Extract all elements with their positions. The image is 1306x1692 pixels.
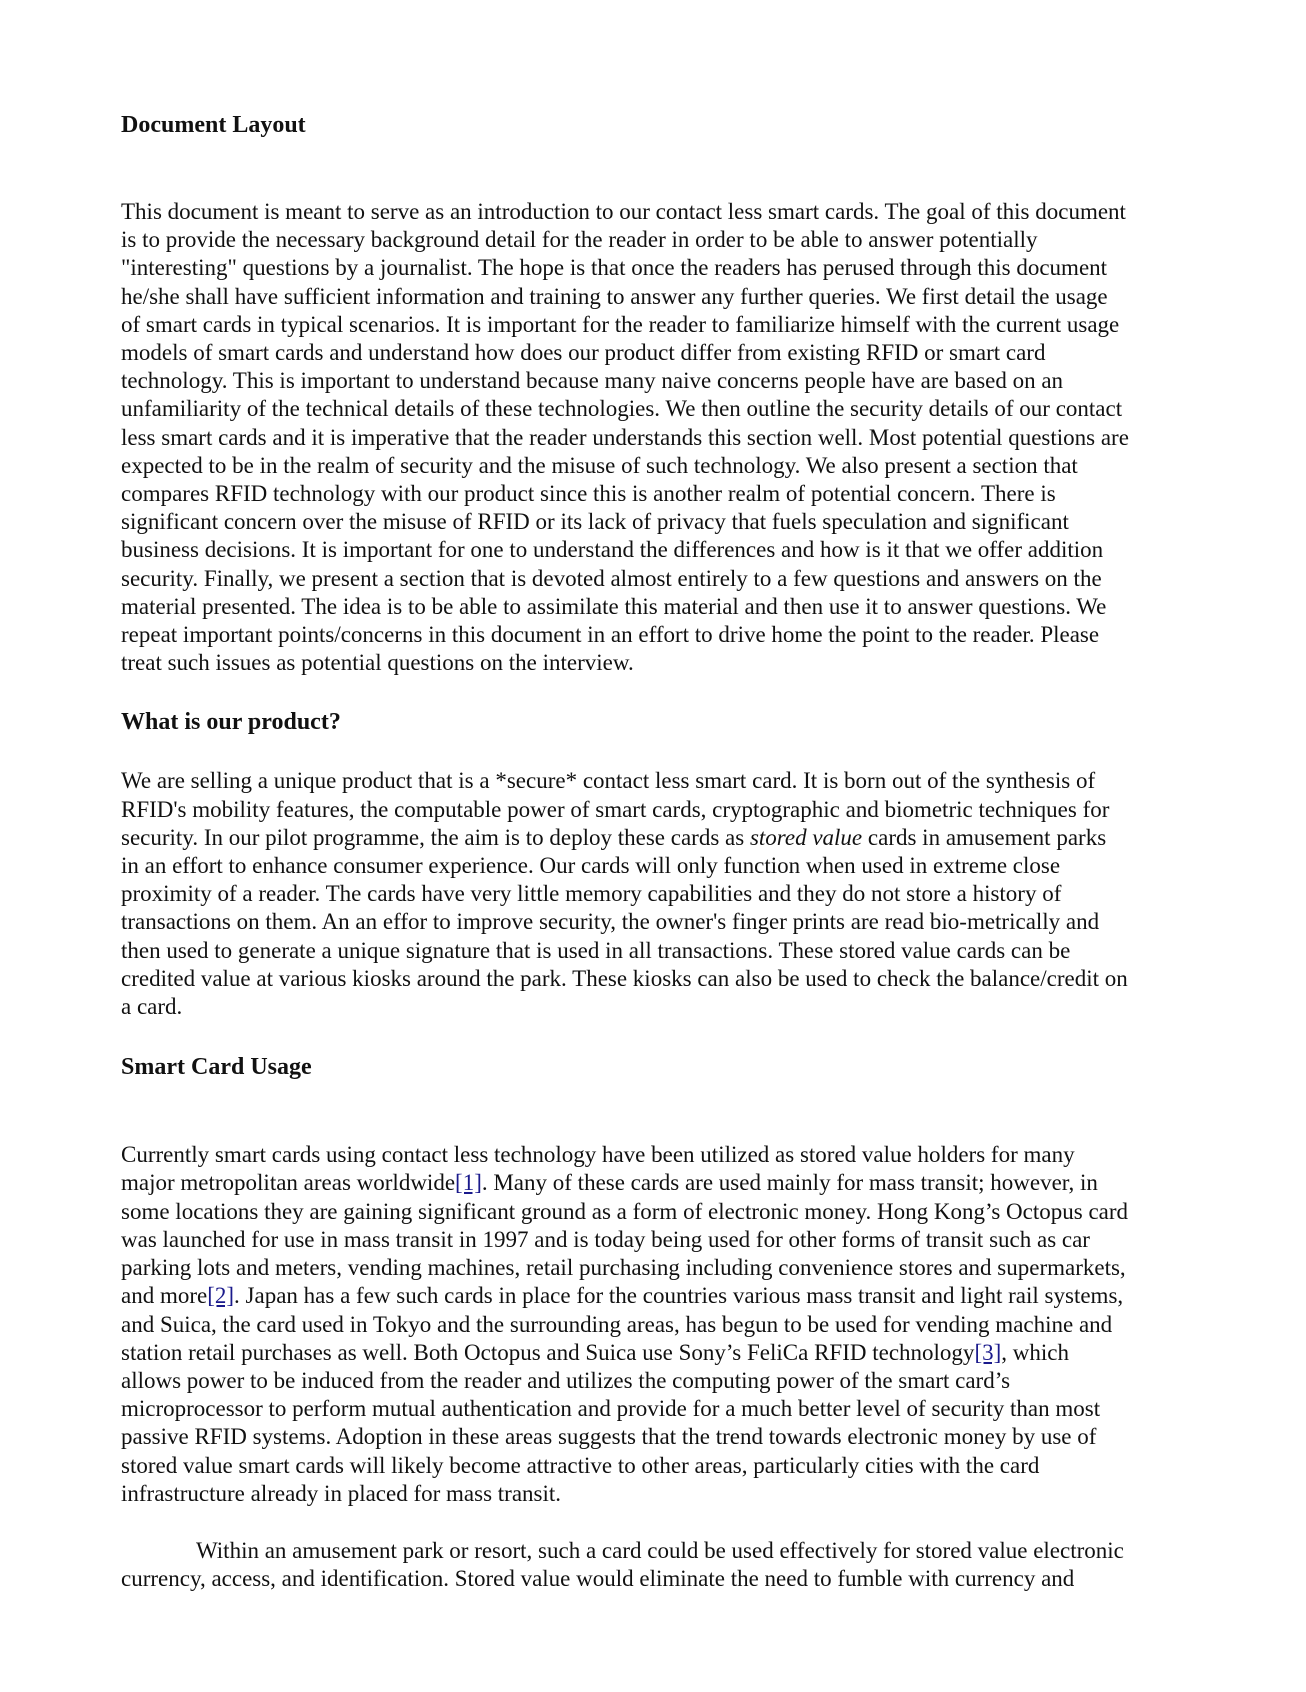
text-segment: Within an amusement park or resort, such a card could be used effectively for stored value electronic <box>196 1537 1124 1563</box>
heading-document-layout: Document Layout <box>121 112 306 138</box>
text-line: significant concern over the misuse of RFID or its lack of privacy that fuels speculation and significant <box>121 509 1069 535</box>
text-line: some locations they are gaining significant ground as a form of electronic money. Hong Kong’s Octopus card <box>121 1198 1129 1224</box>
text-line: treat such issues as potential questions on the interview. <box>121 650 634 676</box>
text-line: he/she shall have sufficient information and training to answer any further queries. We first detail the usage <box>121 283 1108 309</box>
text-segment: security. In our pilot programme, the aim is to deploy these cards as <box>121 824 750 850</box>
reference-link-2[interactable]: [2] <box>207 1283 235 1309</box>
emphasis-stored-value: stored value <box>749 824 863 850</box>
text-segment: cards in amusement parks <box>862 824 1107 850</box>
paragraph-smart-card-usage <box>121 1141 1241 1508</box>
text-line: "interesting" questions by a journalist. The hope is that once the readers has perused through this document <box>121 255 1108 281</box>
paragraph-amusement-park <box>121 1537 1241 1593</box>
text-segment: . Many of these cards are used mainly for mass transit; however, in <box>481 1170 1098 1196</box>
text-line: currency, access, and identification. Stored value would eliminate the need to fumble with currency and <box>121 1566 1075 1592</box>
text-line: allows power to be induced from the reader and utilizes the computing power of the smart card’s <box>121 1367 1011 1393</box>
text-line: technology. This is important to understand because many naive concerns people have are based on an <box>121 368 1064 394</box>
text-line: business decisions. It is important for one to understand the differences and how is it that we offer addition <box>121 537 1104 563</box>
text-line: microprocessor to perform mutual authentication and provide for a much better level of security than most <box>121 1396 1101 1422</box>
text-line: RFID's mobility features, the computable power of smart cards, cryptographic and biometric techniques for <box>121 796 1110 822</box>
text-line: proximity of a reader. The cards have very little memory capabilities and they do not store a history of <box>121 881 1062 907</box>
text-line: a card. <box>121 994 183 1020</box>
text-segment: . Japan has a few such cards in place for the countries various mass transit and light rail systems, <box>234 1283 1124 1309</box>
paragraph-document-layout <box>121 198 1241 677</box>
text-line: models of smart cards and understand how does our product differ from existing RFID or smart card <box>121 340 1046 366</box>
text-line: credited value at various kiosks around the park. These kiosks can also be used to check the balance/credit on <box>121 965 1128 991</box>
text-line: was launched for use in mass transit in 1997 and is today being used for other forms of transit such as car <box>121 1226 1090 1252</box>
document-body <box>121 111 1241 1593</box>
text-segment: and more <box>121 1283 208 1309</box>
reference-link-3[interactable]: [3] <box>974 1339 1002 1365</box>
text-line: in an effort to enhance consumer experience. Our cards will only function when used in extreme close <box>121 853 1061 879</box>
text-line: Currently smart cards using contact less technology have been utilized as stored value holders for many <box>121 1142 1075 1168</box>
text-line <box>121 1537 1241 1565</box>
text-line: We are selling a unique product that is a *secure* contact less smart card. It is born out of the synthesis of <box>121 768 1096 794</box>
text-line: less smart cards and it is imperative that the reader understands this section well. Most potential questions are <box>121 424 1129 450</box>
text-line: passive RFID systems. Adoption in these areas suggests that the trend towards electronic money by use of <box>121 1424 1097 1450</box>
text-line <box>121 824 1241 852</box>
text-segment: station retail purchases as well. Both Octopus and Suica use Sony’s FeliCa RFID technology <box>121 1339 975 1365</box>
text-line <box>121 1339 1241 1367</box>
text-segment: major metropolitan areas worldwide <box>121 1170 456 1196</box>
text-segment: , which <box>1001 1339 1069 1365</box>
text-line: stored value smart cards will likely become attractive to other areas, particularly cities with the card <box>121 1452 1040 1478</box>
text-line <box>121 1282 1241 1310</box>
text-line: then used to generate a unique signature that is used in all transactions. These stored value cards can be <box>121 937 1071 963</box>
text-line: infrastructure already in placed for mass transit. <box>121 1480 562 1506</box>
text-line: unfamiliarity of the technical details of these technologies. We then outline the security details of our contact <box>121 396 1123 422</box>
text-line: parking lots and meters, vending machines, retail purchasing including convenience stores and supermarkets, <box>121 1255 1126 1281</box>
text-line: repeat important points/concerns in this document in an effort to drive home the point to the reader. Please <box>121 622 1100 648</box>
text-line: transactions on them. An an effor to improve security, the owner's finger prints are read bio-metrically and <box>121 909 1100 935</box>
text-line <box>121 1169 1241 1197</box>
paragraph-product <box>121 767 1241 1021</box>
text-line: expected to be in the realm of security and the misuse of such technology. We also present a section that <box>121 452 1078 478</box>
text-line: is to provide the necessary background detail for the reader in order to be able to answer potentially <box>121 227 1038 253</box>
heading-smart-card-usage: Smart Card Usage <box>121 1054 312 1081</box>
heading-what-is-our-product: What is our product? <box>121 709 341 736</box>
text-line: This document is meant to serve as an introduction to our contact less smart cards. The goal of this document <box>121 199 1126 224</box>
text-line: and Suica, the card used in Tokyo and the surrounding areas, has begun to be used for vending machine and <box>121 1311 1113 1337</box>
reference-link-1[interactable]: [1] <box>455 1170 482 1196</box>
text-line: compares RFID technology with our product since this is another realm of potential concern. There is <box>121 481 1056 507</box>
text-line: material presented. The idea is to be able to assimilate this material and then use it to answer questions. We <box>121 593 1107 619</box>
text-line: of smart cards in typical scenarios. It is important for the reader to familiarize himself with the current usage <box>121 311 1120 337</box>
text-line: security. Finally, we present a section that is devoted almost entirely to a few questions and answers on the <box>121 565 1102 591</box>
